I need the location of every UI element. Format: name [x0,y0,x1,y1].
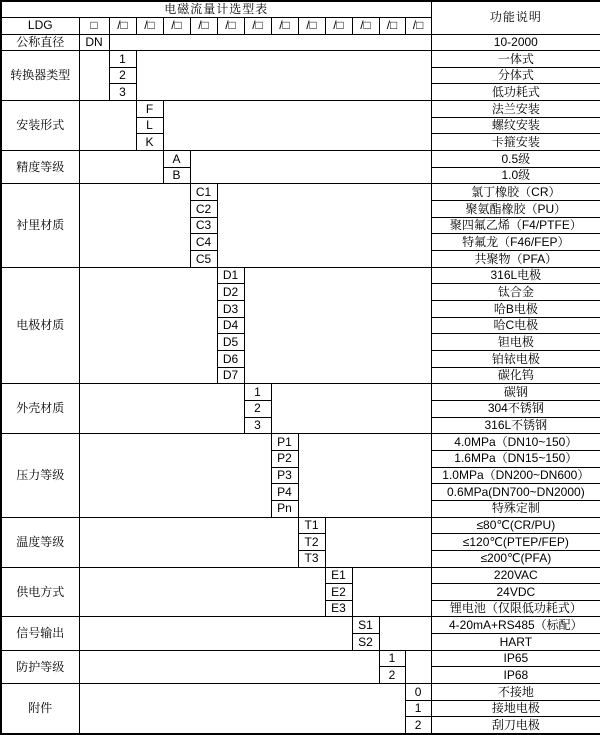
gap-right-electrode-material [244,267,431,384]
model-slot-box-5: /□ [217,17,244,34]
code-housing-material-3: 3 [244,417,271,434]
gap-left-pressure-rating [79,434,271,517]
code-converter-type-2: 2 [109,67,136,84]
desc-pressure-rating-P2: 1.6MPa（DN15~150） [431,450,600,467]
gap-left-protection-class [79,650,379,683]
desc-electrode-material-D5: 钽电极 [431,334,600,351]
gap-left-installation-type [79,101,136,151]
table-row [1,151,600,168]
code-electrode-material-D5: D5 [217,334,244,351]
code-liner-material-C3: C3 [190,217,217,234]
gap-right-protection-class [405,650,431,683]
code-installation-type-L: L [136,117,163,134]
desc-pressure-rating-P1: 4.0MPa（DN10~150） [431,434,600,451]
model-slot-box-8: /□ [298,17,325,34]
desc-pressure-rating-P3: 1.0MPa（DN200~DN600） [431,467,600,484]
model-slot-box-6: /□ [244,17,271,34]
table-row [1,650,600,667]
code-temperature-rating-T3: T3 [298,550,325,567]
desc-signal-output-S1: 4-20mA+RS485（标配） [431,617,600,634]
section-label-accessories: 附件 [1,684,79,734]
code-accessories-1: 1 [405,700,431,717]
code-power-supply-E1: E1 [325,567,352,584]
table-row [1,51,600,68]
desc-protection-class-1: IP65 [431,650,600,667]
desc-liner-material-C5: 共聚物（PFA） [431,251,600,268]
section-label-housing-material: 外壳材质 [1,384,79,434]
section-label-nominal-diameter: 公称直径 [1,34,79,51]
code-accuracy-class-B: B [163,167,190,184]
code-accessories-0: 0 [405,684,431,701]
gap-left-power-supply [79,567,325,617]
desc-accessories-1: 接地电极 [431,700,600,717]
desc-electrode-material-D3: 哈B电极 [431,301,600,318]
section-label-converter-type: 转换器类型 [1,51,79,101]
code-electrode-material-D4: D4 [217,317,244,334]
desc-installation-type-K: 卡箍安装 [431,134,600,151]
desc-accuracy-class-A: 0.5级 [431,151,600,168]
code-electrode-material-D2: D2 [217,284,244,301]
desc-accessories-2: 刮刀电极 [431,717,600,734]
table-row [1,567,600,584]
desc-converter-type-2: 分体式 [431,67,600,84]
code-housing-material-2: 2 [244,400,271,417]
code-temperature-rating-T1: T1 [298,517,325,534]
code-installation-type-F: F [136,101,163,118]
desc-liner-material-C4: 特氟龙（F46/FEP） [431,234,600,251]
gap-right-pressure-rating [298,434,431,517]
table-row [1,617,600,634]
code-housing-material-1: 1 [244,384,271,401]
gap-left-liner-material [79,184,190,267]
table-row [1,684,600,701]
code-signal-output-S2: S2 [352,634,379,651]
gap-right-power-supply [352,567,431,617]
gap-left-housing-material [79,384,244,434]
model-slot-box-9: /□ [325,17,352,34]
section-label-protection-class: 防护等级 [1,650,79,683]
model-prefix: LDG [1,17,79,34]
gap-right-signal-output [379,617,431,650]
section-label-pressure-rating: 压力等级 [1,434,79,517]
desc-housing-material-1: 碳钢 [431,384,600,401]
section-label-power-supply: 供电方式 [1,567,79,617]
desc-housing-material-2: 304不锈钢 [431,400,600,417]
gap-right-nominal-diameter [109,34,431,51]
desc-accuracy-class-B: 1.0级 [431,167,600,184]
desc-electrode-material-D4: 哈C电极 [431,317,600,334]
code-pressure-rating-P4: P4 [271,484,298,501]
gap-left-converter-type [79,51,109,101]
page-title: 电磁流量计选型表 [1,1,431,17]
code-converter-type-3: 3 [109,84,136,101]
desc-converter-type-1: 一体式 [431,51,600,68]
desc-power-supply-E3: 锂电池（仅限低功耗式） [431,600,600,617]
code-electrode-material-D3: D3 [217,301,244,318]
code-nominal-diameter-DN: DN [79,34,109,51]
model-slot-box-7: /□ [271,17,298,34]
desc-pressure-rating-Pn: 特殊定制 [431,500,600,517]
gap-left-signal-output [79,617,352,650]
code-protection-class-1: 1 [379,650,405,667]
desc-installation-type-L: 螺纹安装 [431,117,600,134]
code-accessories-2: 2 [405,717,431,734]
model-slot-box-1: /□ [109,17,136,34]
model-base-box: □ [79,17,109,34]
desc-liner-material-C2: 聚氨酯橡胶（PU） [431,201,600,218]
desc-electrode-material-D6: 铂铱电极 [431,350,600,367]
code-pressure-rating-P2: P2 [271,450,298,467]
code-pressure-rating-Pn: Pn [271,500,298,517]
desc-nominal-diameter-DN: 10-2000 [431,34,600,51]
code-power-supply-E3: E3 [325,600,352,617]
code-electrode-material-D7: D7 [217,367,244,384]
section-label-accuracy-class: 精度等级 [1,151,79,184]
code-pressure-rating-P1: P1 [271,434,298,451]
desc-temperature-rating-T1: ≤80℃(CR/PU) [431,517,600,534]
desc-electrode-material-D1: 316L电极 [431,267,600,284]
gap-right-accuracy-class [190,151,431,184]
desc-liner-material-C1: 氯丁橡胶（CR） [431,184,600,201]
table-row [1,34,600,51]
gap-right-liner-material [217,184,431,267]
section-label-liner-material: 衬里材质 [1,184,79,267]
table-row [1,434,600,451]
gap-left-accessories [79,684,405,734]
table-row [1,101,600,118]
table-row [1,184,600,201]
table-row [1,384,600,401]
model-slot-box-3: /□ [163,17,190,34]
code-converter-type-1: 1 [109,51,136,68]
code-power-supply-E2: E2 [325,584,352,601]
selection-table-body [1,1,600,734]
code-electrode-material-D1: D1 [217,267,244,284]
section-label-signal-output: 信号输出 [1,617,79,650]
desc-pressure-rating-P4: 0.6MPa(DN700~DN2000) [431,484,600,501]
function-header: 功能说明 [431,1,600,34]
section-label-electrode-material: 电极材质 [1,267,79,384]
gap-right-converter-type [136,51,431,101]
table-row [1,517,600,534]
gap-right-temperature-rating [325,517,431,567]
desc-protection-class-2: IP68 [431,667,600,684]
code-temperature-rating-T2: T2 [298,534,325,551]
desc-electrode-material-D2: 钛合金 [431,284,600,301]
code-electrode-material-D6: D6 [217,350,244,367]
desc-temperature-rating-T3: ≤200℃(PFA) [431,550,600,567]
desc-installation-type-F: 法兰安装 [431,101,600,118]
section-label-installation-type: 安装形式 [1,101,79,151]
code-protection-class-2: 2 [379,667,405,684]
gap-right-installation-type [163,101,431,151]
gap-left-temperature-rating [79,517,298,567]
desc-signal-output-S2: HART [431,634,600,651]
code-accuracy-class-A: A [163,151,190,168]
model-slot-box-4: /□ [190,17,217,34]
code-pressure-rating-P3: P3 [271,467,298,484]
code-liner-material-C5: C5 [190,251,217,268]
desc-liner-material-C3: 聚四氟乙烯（F4/PTFE） [431,217,600,234]
code-signal-output-S1: S1 [352,617,379,634]
desc-temperature-rating-T2: ≤120℃(PTEP/FEP) [431,534,600,551]
gap-left-electrode-material [79,267,217,384]
table-row [1,267,600,284]
table-row [1,1,600,17]
desc-power-supply-E2: 24VDC [431,584,600,601]
desc-electrode-material-D7: 碳化钨 [431,367,600,384]
desc-converter-type-3: 低功耗式 [431,84,600,101]
section-label-temperature-rating: 温度等级 [1,517,79,567]
gap-left-accuracy-class [79,151,163,184]
code-liner-material-C1: C1 [190,184,217,201]
code-liner-material-C2: C2 [190,201,217,218]
desc-accessories-0: 不接地 [431,684,600,701]
desc-housing-material-3: 316L不锈钢 [431,417,600,434]
desc-power-supply-E1: 220VAC [431,567,600,584]
model-slot-box-2: /□ [136,17,163,34]
model-slot-box-10: /□ [352,17,379,34]
code-liner-material-C4: C4 [190,234,217,251]
model-slot-box-12: /□ [405,17,431,34]
model-slot-box-11: /□ [379,17,405,34]
gap-right-housing-material [271,384,431,434]
code-installation-type-K: K [136,134,163,151]
